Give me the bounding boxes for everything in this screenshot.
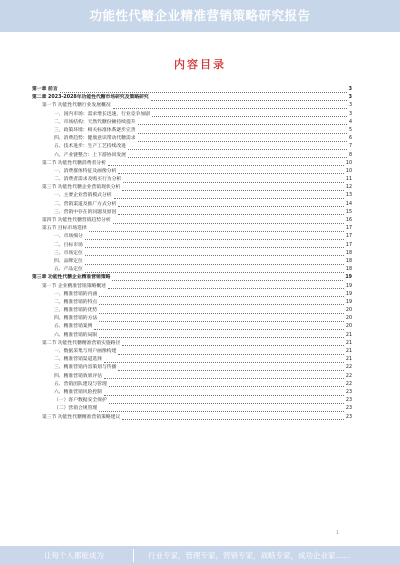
toc-entry-page: 21 (345, 349, 352, 354)
toc-leader-dots (108, 284, 344, 289)
toc-entry[interactable] (32, 119, 352, 127)
toc-entry[interactable] (32, 258, 352, 266)
toc-entry[interactable] (32, 217, 352, 225)
toc-leader-dots (138, 120, 347, 125)
toc-entry[interactable] (32, 102, 352, 110)
toc-entry-page: 20 (345, 316, 352, 322)
toc-entry-title: 一、消费群体特征及画像分析 (54, 168, 117, 174)
table-of-contents (32, 86, 352, 422)
toc-entry-title: 三、市场定位 (54, 250, 83, 256)
toc-entry-title: 二、消费者需求及购买行为分析 (54, 177, 122, 183)
toc-entry-page: 23 (345, 389, 352, 395)
toc-entry-page: 18 (345, 250, 352, 256)
toc-entry[interactable] (32, 356, 352, 364)
toc-entry-page: 16 (345, 218, 352, 223)
toc-entry[interactable] (32, 389, 352, 397)
toc-entry[interactable] (32, 381, 352, 389)
toc-entry[interactable] (32, 340, 352, 348)
toc-entry[interactable] (32, 176, 352, 184)
toc-entry[interactable] (32, 250, 352, 258)
toc-entry-title: 第三节 功能性代糖企业营销现状分析 (42, 185, 121, 191)
toc-entry-page: 17 (345, 242, 352, 248)
toc-entry-title: 六、精准营销风险控制 (54, 389, 102, 395)
toc-entry-page: 19 (345, 275, 352, 281)
toc-entry-page: 3 (348, 87, 352, 92)
toc-entry[interactable] (32, 414, 352, 422)
footer-bar (0, 546, 400, 565)
toc-entry-page: 21 (345, 332, 352, 338)
toc-leader-dots (108, 161, 344, 166)
toc-entry[interactable] (32, 266, 352, 274)
toc-leader-dots (109, 382, 344, 387)
toc-entry[interactable] (32, 127, 352, 135)
toc-entry-title: 六、产业链整合：上下游协同发展 (54, 152, 126, 158)
toc-entry[interactable] (32, 160, 352, 168)
toc-entry-page: 6 (348, 136, 352, 142)
toc-leader-dots (89, 227, 344, 232)
toc-entry[interactable] (32, 283, 352, 291)
toc-leader-dots (122, 186, 344, 191)
toc-entry-title: 第一章 前言 (32, 87, 58, 92)
toc-leader-dots (118, 202, 344, 207)
toc-entry-title: 五、产品定位 (54, 267, 83, 273)
footer-slogan-left: 让每个人都能成为 (44, 551, 104, 560)
toc-entry-page: 21 (345, 340, 352, 346)
toc-entry[interactable] (32, 225, 352, 233)
toc-entry[interactable] (32, 201, 352, 209)
toc-leader-dots (113, 104, 347, 109)
toc-entry-page: 12 (345, 185, 352, 191)
toc-entry-title: 三、精准营销的优势 (54, 308, 98, 314)
toc-entry[interactable] (32, 332, 352, 340)
toc-entry[interactable] (32, 242, 352, 250)
toc-entry[interactable] (32, 364, 352, 372)
toc-leader-dots (85, 235, 344, 240)
toc-title: 内容目录 (174, 58, 226, 71)
toc-entry-page: 19 (345, 299, 352, 305)
toc-entry-title: 第二节 功能性代糖精准营销实施路径 (42, 340, 121, 346)
toc-entry[interactable] (32, 315, 352, 323)
toc-entry-title: 一、精准营销的内涵 (54, 291, 98, 297)
toc-leader-dots (85, 268, 344, 273)
toc-entry-page: 21 (345, 357, 352, 363)
toc-entry[interactable] (32, 323, 352, 331)
toc-entry-page: 22 (345, 373, 352, 379)
toc-leader-dots (85, 243, 344, 248)
toc-leader-dots (128, 153, 347, 158)
toc-entry-title: 第三章 功能性代糖企业精准营销策略 (32, 275, 111, 281)
footer-divider (133, 549, 134, 562)
toc-entry-title: 四、精准营销的方法 (54, 316, 98, 322)
toc-leader-dots (122, 415, 344, 420)
toc-leader-dots (112, 276, 343, 281)
toc-entry-title: 第一节 企业精准营销策略概述 (42, 283, 106, 289)
toc-entry-title: 五、营销团队建设与管理 (54, 381, 107, 387)
toc-entry[interactable] (32, 143, 352, 151)
toc-entry-page: 15 (345, 209, 352, 215)
toc-entry[interactable] (32, 299, 352, 307)
toc-entry-page: 10 (345, 160, 352, 166)
toc-entry-title: 三、政策环境：相关标准体系逐步完善 (54, 127, 136, 133)
toc-leader-dots (104, 374, 344, 379)
toc-entry-title: 一、数据采集与用户画像构建 (54, 349, 117, 354)
toc-entry-page: 3 (348, 103, 352, 109)
toc-entry-title: 第四节 功能性代糖营销趋势分析 (42, 218, 111, 223)
toc-entry-title: 四、消费趋势：健康意识带动代糖需求 (54, 136, 136, 142)
toc-leader-dots (118, 366, 344, 371)
toc-entry-title: 二、精准营销渠道选择 (54, 357, 102, 363)
toc-entry-page: 7 (348, 144, 352, 150)
toc-leader-dots (113, 219, 344, 224)
toc-entry[interactable] (32, 307, 352, 315)
toc-entry[interactable] (32, 94, 352, 102)
report-title: 功能性代糖企业精准营销策略研究报告 (89, 8, 311, 23)
toc-entry[interactable] (32, 348, 352, 356)
toc-leader-dots (99, 309, 344, 314)
page-marker: 1 (336, 531, 339, 536)
toc-leader-dots (99, 300, 344, 305)
toc-entry[interactable] (32, 184, 352, 192)
toc-leader-dots (99, 333, 344, 338)
toc-entry-title: （一）客户数据安全保护 (54, 398, 107, 404)
toc-entry-page: 23 (345, 414, 352, 420)
toc-leader-dots (114, 194, 344, 199)
toc-entry-title: （二）营销合规管理 (54, 406, 98, 412)
toc-leader-dots (122, 341, 344, 346)
toc-entry-title: 四、品牌定位 (54, 258, 83, 264)
toc-entry[interactable] (32, 135, 352, 143)
toc-entry[interactable] (32, 168, 352, 176)
toc-leader-dots (94, 325, 344, 330)
toc-leader-dots (99, 292, 344, 297)
toc-entry-title: 一、主要企业营销模式分析 (54, 193, 112, 199)
toc-leader-dots (138, 129, 347, 134)
toc-entry[interactable] (32, 274, 352, 282)
toc-leader-dots (85, 260, 344, 265)
toc-entry-title: 五、技术进步：生产工艺持续改进 (54, 144, 126, 150)
toc-leader-dots (104, 391, 344, 396)
toc-entry[interactable] (32, 405, 352, 413)
toc-entry-page: 18 (345, 258, 352, 264)
toc-leader-dots (151, 96, 347, 101)
toc-entry-title: 三、营销中存在的问题及原因 (54, 209, 117, 215)
toc-leader-dots (99, 407, 344, 412)
toc-entry-title: 五、精准营销案例 (54, 324, 93, 330)
toc-leader-dots (138, 137, 347, 142)
toc-entry-page: 19 (345, 283, 352, 289)
toc-entry-title: 第一节 功能性代糖行业发展概况 (42, 103, 111, 109)
toc-entry[interactable] (32, 291, 352, 299)
toc-entry-page: 19 (345, 291, 352, 297)
toc-entry[interactable] (32, 192, 352, 200)
toc-leader-dots (109, 399, 344, 404)
toc-entry-title: 一、国内市场：需求增长迅速，行业竞争加剧 (54, 111, 150, 117)
toc-entry-page: 22 (345, 381, 352, 387)
toc-entry-page: 20 (345, 308, 352, 314)
toc-leader-dots (99, 317, 344, 322)
toc-entry-page: 22 (345, 365, 352, 371)
toc-entry-title: 四、精准营销效果评估 (54, 373, 102, 379)
toc-entry-title: 二、精准营销的特点 (54, 299, 98, 305)
toc-entry-page: 17 (345, 226, 352, 232)
toc-entry-page: 17 (345, 234, 352, 240)
toc-entry-page: 20 (345, 324, 352, 330)
toc-leader-dots (128, 145, 347, 150)
toc-leader-dots (118, 169, 344, 174)
toc-entry-page: 18 (345, 267, 352, 273)
toc-leader-dots (123, 178, 344, 183)
toc-leader-dots (104, 358, 344, 363)
toc-leader-dots (85, 251, 344, 256)
toc-entry-page: 5 (348, 127, 352, 133)
toc-entry-title: 二、市场结构：天然代糖份额持续提升 (54, 119, 136, 125)
toc-entry-page: 11 (345, 177, 352, 183)
footer-slogan-right: 行业专家，管理专家，营销专家，战略专家，成功企业家…… (148, 551, 351, 560)
toc-entry-title: 二、营销渠道及推广方式分析 (54, 201, 117, 207)
toc-leader-dots (60, 88, 347, 93)
toc-entry-title: 二、目标市场 (54, 242, 83, 248)
toc-leader-dots (152, 112, 347, 117)
toc-entry-title: 第二节 功能性代糖消费者分析 (42, 160, 106, 166)
toc-leader-dots (118, 350, 344, 355)
toc-entry[interactable] (32, 233, 352, 241)
toc-entry-title: 第三节 功能性代糖精准营销策略建议 (42, 414, 121, 420)
toc-entry[interactable] (32, 397, 352, 405)
toc-leader-dots (118, 210, 344, 215)
report-header (0, 0, 400, 32)
toc-entry-page: 13 (345, 193, 352, 199)
toc-entry-page: 3 (348, 111, 352, 117)
toc-entry-title: 第二章 2023-2028年功能性代糖市场研究及策略研究 (32, 95, 149, 101)
toc-entry[interactable] (32, 209, 352, 217)
toc-entry-title: 一、市场细分 (54, 234, 83, 240)
toc-entry-page: 14 (345, 201, 352, 207)
toc-entry-title: 三、精准营销内容策划与传播 (54, 365, 117, 371)
toc-entry-page: 23 (345, 406, 352, 412)
toc-entry[interactable] (32, 111, 352, 119)
toc-entry-page: 10 (345, 168, 352, 174)
toc-entry-title: 六、精准营销的局限 (54, 332, 98, 338)
toc-entry-page: 3 (348, 95, 352, 101)
toc-entry[interactable] (32, 373, 352, 381)
toc-entry-title: 第五节 目标市场选择 (42, 226, 87, 232)
toc-entry-page: 4 (348, 119, 352, 125)
toc-entry-page: 23 (345, 398, 352, 404)
toc-entry[interactable] (32, 152, 352, 160)
toc-entry-page: 8 (348, 152, 352, 158)
toc-entry[interactable] (32, 86, 352, 94)
